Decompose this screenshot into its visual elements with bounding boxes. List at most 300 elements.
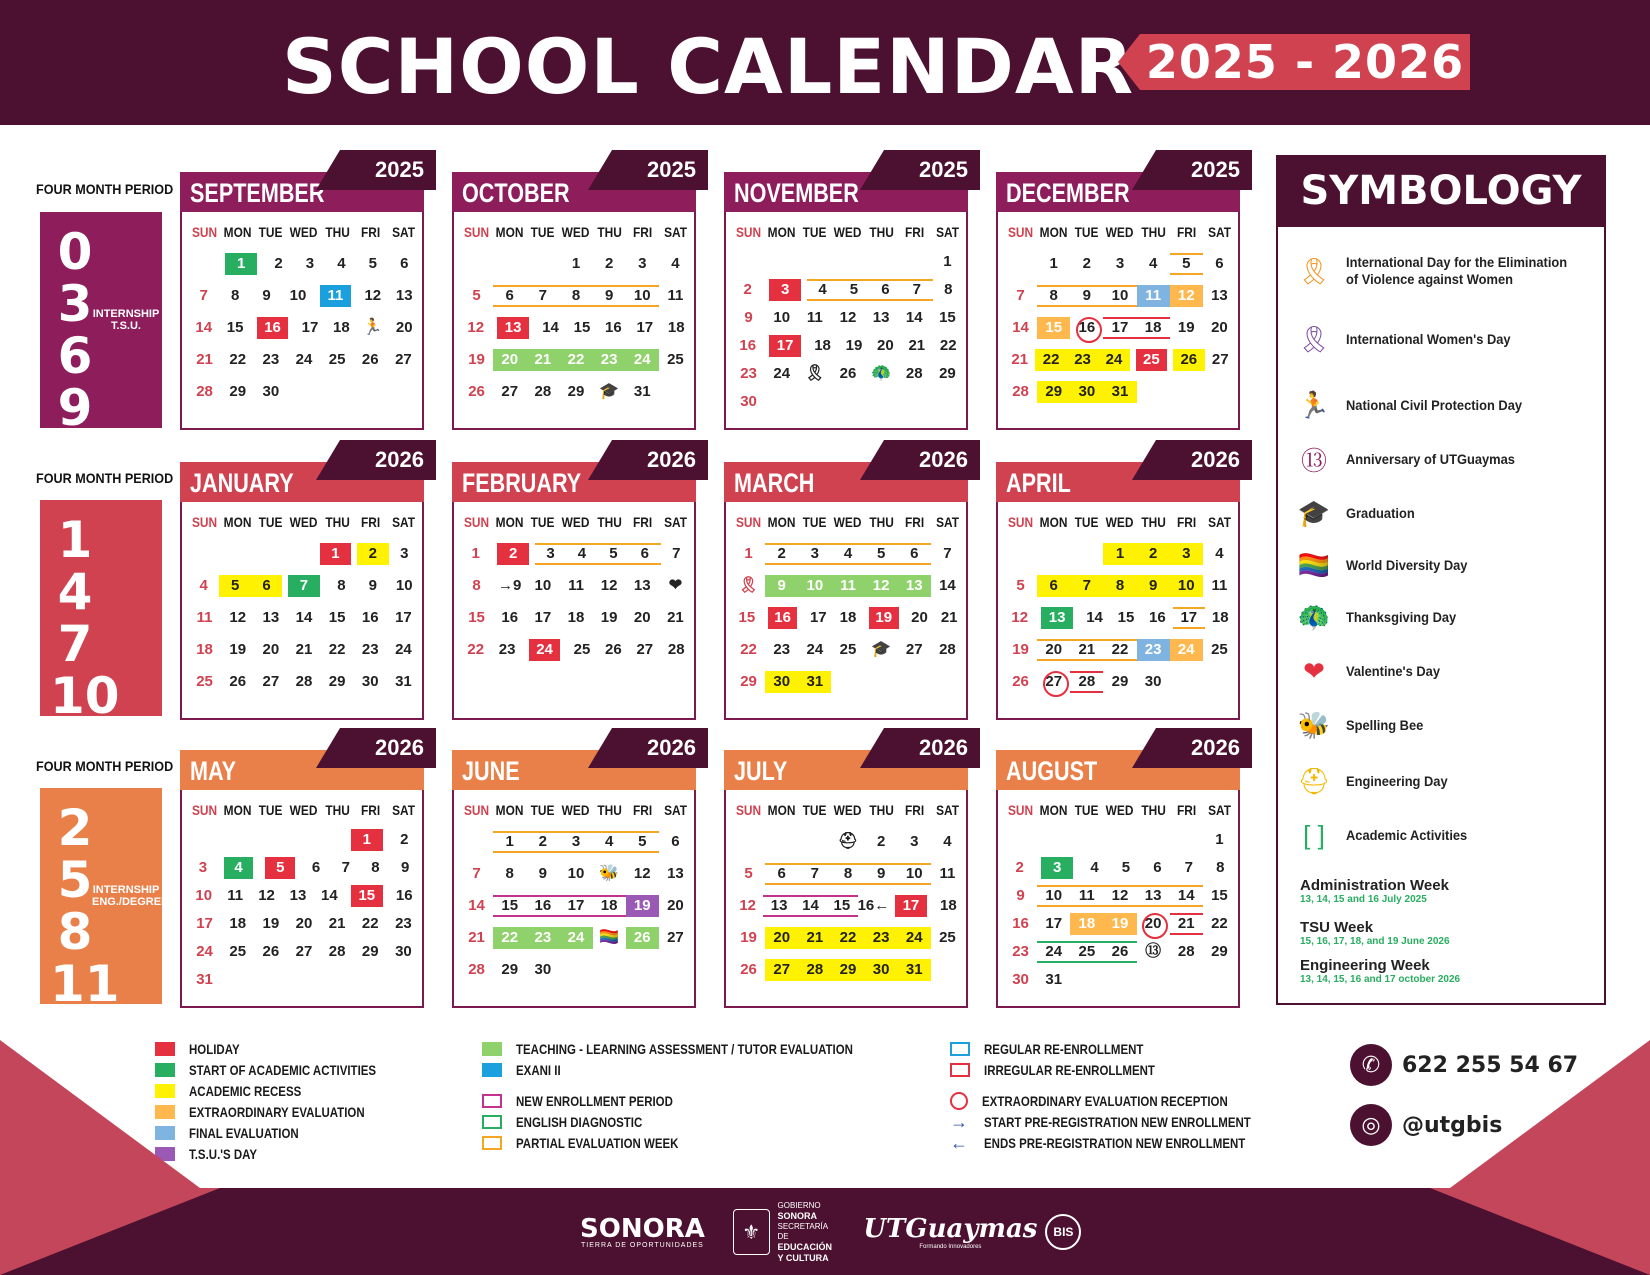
month-calendar-october <box>452 157 696 430</box>
week-row <box>732 666 964 698</box>
period-month-number: 1 <box>57 511 93 569</box>
day-cell: 30 <box>765 671 798 693</box>
day-cell: 22 <box>493 927 526 949</box>
day-cell <box>798 391 831 413</box>
day-cell: 24 <box>559 927 592 949</box>
day-cell: 13 <box>763 895 794 917</box>
day-cell: 6 <box>1037 575 1070 597</box>
special-week-title: Administration Week <box>1300 877 1449 894</box>
month-header <box>724 447 968 502</box>
day-cell: 12 <box>1170 285 1203 307</box>
weekday-header-row <box>732 514 964 530</box>
day-cell <box>898 251 931 273</box>
period-block <box>40 212 162 437</box>
day-cell: 21 <box>940 609 958 626</box>
month-name: SEPTEMBER <box>190 178 325 208</box>
day-cell: 23 <box>773 641 791 658</box>
weekday-label: THU <box>596 224 622 240</box>
event-icon: ⛑ <box>837 833 859 850</box>
day-cell: 7 <box>472 865 481 882</box>
day-cell: 15 <box>468 609 485 626</box>
day-cell: 10 <box>567 865 585 882</box>
weekday-label: SUN <box>463 514 490 530</box>
day-cell: 7 <box>901 279 932 301</box>
week-row <box>732 954 964 986</box>
day-cell: 18 <box>593 895 626 917</box>
day-cell: 31 <box>898 959 931 981</box>
day-cell: 29 <box>939 365 956 382</box>
month-name: MAY <box>190 756 237 786</box>
day-cell <box>765 831 798 853</box>
day-cell: 10 <box>1037 885 1070 907</box>
day-cell: 12 <box>229 609 247 626</box>
legend-label: TEACHING - LEARNING ASSESSMENT / TUTOR EVALUATION <box>516 1040 853 1057</box>
weekday-label: MON <box>495 224 524 240</box>
day-cell: 4 <box>807 279 838 301</box>
day-cell <box>593 863 626 885</box>
day-cell: 31 <box>1045 971 1063 988</box>
day-cell: 1 <box>943 253 952 270</box>
day-grid <box>732 538 964 698</box>
day-cell: 14 <box>1170 885 1203 907</box>
day-cell: 5 <box>1170 253 1203 275</box>
weekday-label: TUE <box>1074 514 1099 530</box>
day-cell: 11 <box>667 287 684 304</box>
day-cell: 4 <box>1090 859 1099 876</box>
special-week-title: Engineering Week <box>1300 957 1430 974</box>
day-cell: 9 <box>1016 887 1025 904</box>
weekday-header-row <box>460 224 692 240</box>
day-cell <box>831 251 864 273</box>
day-cell: 8 <box>1216 859 1225 876</box>
day-cell: 4 <box>1215 545 1224 562</box>
day-cell: 12 <box>600 577 618 594</box>
day-cell <box>1170 969 1203 991</box>
symbol-item <box>1294 249 1594 293</box>
weekday-header-row <box>732 802 964 818</box>
day-grid <box>1004 538 1236 698</box>
day-cell: 7 <box>1016 287 1025 304</box>
weekday-label: SAT <box>663 514 687 530</box>
day-cell: 9 <box>593 285 626 307</box>
legend-label: REGULAR RE-ENROLLMENT <box>984 1040 1144 1057</box>
event-icon: ⑬ <box>1145 943 1162 960</box>
day-cell: 16 <box>501 609 519 626</box>
day-cell <box>931 959 964 981</box>
day-cell: 12 <box>839 309 857 326</box>
day-cell: 30 <box>361 673 379 690</box>
month-header <box>452 157 696 212</box>
week-row <box>460 922 692 954</box>
day-cell: 27 <box>501 383 519 400</box>
day-cell <box>732 831 765 853</box>
day-cell: 24 <box>773 365 791 382</box>
day-cell: 22 <box>1103 639 1136 661</box>
day-cell <box>1137 829 1170 851</box>
government-text: GOBIERNO SONORA SECRETARÍA DE EDUCACIÓN Y CULTURA <box>777 1200 833 1263</box>
period-month-number: 2 <box>57 799 93 857</box>
day-cell: 25 <box>573 641 591 658</box>
month-name: NOVEMBER <box>734 178 859 208</box>
day-cell: 15 <box>826 895 857 917</box>
symbol-item <box>1294 703 1594 747</box>
symbol-description: Valentine's Day <box>1346 662 1440 679</box>
day-cell: 1 <box>1215 831 1224 848</box>
month-calendar-march <box>724 447 968 720</box>
period-label: FOUR MONTH PERIOD <box>36 181 174 197</box>
day-cell: 15 <box>226 319 244 336</box>
day-cell: 1 <box>320 543 351 565</box>
week-row <box>460 858 692 890</box>
day-cell: 18 <box>1137 317 1170 339</box>
day-cell: 16 <box>526 895 559 917</box>
day-cell: 15 <box>1117 609 1135 626</box>
day-cell: 3 <box>305 255 315 272</box>
week-row <box>732 276 964 304</box>
day-cell: 16 <box>361 609 379 626</box>
week-row <box>1004 602 1236 634</box>
week-row <box>188 666 420 698</box>
period-month-number: 8 <box>57 903 93 961</box>
weekday-label: MON <box>767 514 796 530</box>
weekday-label: FRI <box>1176 802 1196 818</box>
day-cell: 25 <box>1136 349 1167 371</box>
day-cell <box>898 671 931 693</box>
weekday-label: TUE <box>802 802 827 818</box>
month-header <box>996 157 1240 212</box>
weekday-label: TUE <box>258 514 283 530</box>
day-cell: 30 <box>1144 673 1162 690</box>
day-cell: 8 <box>505 865 514 882</box>
day-cell: 13 <box>1041 607 1072 629</box>
weekday-label: TUE <box>258 802 283 818</box>
week-row <box>188 602 420 634</box>
month-year: 2026 <box>884 728 980 768</box>
day-cell: 2 <box>743 281 752 298</box>
week-row <box>732 570 964 602</box>
month-calendar-july <box>724 735 968 1008</box>
weekday-label: THU <box>868 802 894 818</box>
day-cell: 22 <box>467 641 485 658</box>
day-cell: 2 <box>1137 543 1170 565</box>
utguaymas-logo <box>863 1214 1081 1250</box>
day-cell: 18 <box>939 897 957 914</box>
day-cell: 21 <box>1170 913 1203 935</box>
event-icon: 🏃 <box>362 319 383 336</box>
week-row <box>1004 376 1236 408</box>
day-cell: 3 <box>400 545 409 562</box>
day-cell: 28 <box>295 673 313 690</box>
weekday-label: TUE <box>530 802 555 818</box>
orange-ribbon-icon: 🎗 <box>1297 255 1331 286</box>
day-cell: 19 <box>1103 913 1136 935</box>
day-cell: 10 <box>395 577 413 594</box>
day-cell: 9 <box>865 863 898 885</box>
weekday-label: WED <box>1106 514 1134 530</box>
weekday-label: SUN <box>463 224 490 240</box>
day-cell: 13 <box>1211 287 1228 304</box>
day-cell: 1 <box>1049 255 1058 272</box>
day-cell: 29 <box>1037 381 1070 403</box>
day-cell: 29 <box>229 383 247 400</box>
day-cell: 4 <box>566 543 597 565</box>
day-cell: 19 <box>229 641 247 658</box>
graduation-cap-icon: 🎓 <box>1297 497 1331 528</box>
day-cell: 8 <box>944 281 953 298</box>
day-cell: 17 <box>895 895 926 917</box>
day-cell: 3 <box>769 279 800 301</box>
month-year: 2025 <box>340 150 436 190</box>
day-cell: 6 <box>629 543 660 565</box>
week-row <box>188 280 420 312</box>
day-grid <box>188 826 420 994</box>
legend-item <box>950 1059 1309 1080</box>
day-cell: 17 <box>809 609 827 626</box>
month-name: JUNE <box>462 756 520 786</box>
day-cell: 29 <box>1111 673 1129 690</box>
day-cell: 22 <box>229 351 247 368</box>
day-cell: 8 <box>472 577 481 594</box>
day-cell <box>287 969 320 991</box>
day-cell: 4 <box>831 543 864 565</box>
day-cell <box>221 969 254 991</box>
weekday-header-row <box>188 514 420 530</box>
day-cell: 22 <box>831 927 864 949</box>
weekday-label: SAT <box>663 802 687 818</box>
weekday-label: SUN <box>735 224 762 240</box>
day-cell: 22 <box>1035 349 1066 371</box>
bis-seal: BIS <box>1045 1214 1081 1250</box>
footer-logos <box>580 1196 1080 1268</box>
day-cell: 6 <box>311 859 321 876</box>
day-cell: 19 <box>869 607 899 629</box>
day-grid <box>732 826 964 986</box>
day-cell: 26 <box>839 365 857 382</box>
day-cell: 25 <box>939 929 956 946</box>
legend-item <box>482 1111 927 1132</box>
weekday-label: TUE <box>802 224 827 240</box>
week-row <box>732 360 964 388</box>
day-cell: 8 <box>371 859 380 876</box>
month-calendar-september <box>180 157 424 430</box>
week-row <box>188 538 420 570</box>
day-cell: 4 <box>337 255 346 272</box>
day-cell <box>659 381 692 403</box>
day-cell <box>460 831 493 853</box>
period-month-number: 0 <box>57 223 93 281</box>
day-cell: 9 <box>1137 575 1170 597</box>
month-calendar-august <box>996 735 1240 1008</box>
legend-label: PARTIAL EVALUATION WEEK <box>516 1134 679 1151</box>
weekday-label: WED <box>290 224 318 240</box>
weekday-label: SAT <box>1207 802 1231 818</box>
day-grid <box>460 248 692 408</box>
day-cell: 21 <box>295 641 313 658</box>
day-cell: 16 <box>739 337 757 354</box>
day-cell: 25 <box>839 641 857 658</box>
day-cell: 11 <box>806 309 823 326</box>
weekday-label: THU <box>324 514 350 530</box>
day-cell: 4 <box>1148 255 1158 272</box>
month-name: OCTOBER <box>462 178 570 208</box>
day-cell: 26 <box>262 943 280 960</box>
day-cell: 30 <box>395 943 412 960</box>
weekday-label: TUE <box>530 514 555 530</box>
hard-hat-icon: ⛑ <box>1297 765 1331 796</box>
day-cell: 28 <box>468 961 485 978</box>
day-cell: 29 <box>567 383 585 400</box>
day-cell: 27 <box>1037 671 1070 693</box>
day-cell: 7 <box>1184 859 1193 876</box>
day-grid <box>1004 826 1236 994</box>
day-cell <box>831 671 864 693</box>
month-name: APRIL <box>1006 468 1071 498</box>
day-cell: 14 <box>195 319 213 336</box>
event-icon: 🏳️‍🌈 <box>599 929 620 946</box>
day-cell: 20 <box>877 337 894 354</box>
day-cell: 23 <box>1067 349 1098 371</box>
day-cell: 1 <box>571 255 581 272</box>
day-cell: 25 <box>1211 641 1228 658</box>
day-cell: 16 <box>395 887 413 904</box>
day-cell: 28 <box>328 943 346 960</box>
legend-item <box>482 1132 927 1153</box>
day-cell <box>282 543 313 565</box>
day-cell: 22 <box>328 641 346 658</box>
symbol-description: Thanksgiving Day <box>1346 608 1457 625</box>
day-cell: 3 <box>798 543 831 565</box>
week-row <box>188 938 420 966</box>
week-row <box>732 248 964 276</box>
week-row <box>1004 634 1236 666</box>
week-row <box>1004 570 1236 602</box>
whatsapp-icon: ✆ <box>1350 1044 1392 1086</box>
day-cell: 14 <box>321 887 338 904</box>
day-cell: 12 <box>1011 609 1029 626</box>
month-name: DECEMBER <box>1006 178 1130 208</box>
week-row <box>1004 854 1236 882</box>
week-row <box>460 312 692 344</box>
day-cell: 3 <box>1170 543 1203 565</box>
day-cell: 18 <box>839 609 857 626</box>
day-cell: 17 <box>1173 607 1204 629</box>
legend-label: ACADEMIC RECESS <box>189 1082 302 1099</box>
day-cell: 3 <box>559 831 592 853</box>
day-cell: 26 <box>626 927 659 949</box>
day-cell: 15 <box>573 319 591 336</box>
week-row <box>460 248 692 280</box>
day-cell: 10 <box>195 887 213 904</box>
day-cell <box>898 391 931 413</box>
day-cell: 10 <box>1170 575 1203 597</box>
day-cell: 6 <box>400 255 409 272</box>
legend-label: HOLIDAY <box>189 1040 240 1057</box>
day-cell: 15 <box>1037 317 1070 339</box>
weekday-label: SAT <box>935 514 959 530</box>
weekday-label: TUE <box>258 224 283 240</box>
weekday-label: MON <box>1039 224 1068 240</box>
weekday-label: THU <box>868 514 894 530</box>
weekday-label: TUE <box>1074 224 1099 240</box>
day-cell <box>626 959 659 981</box>
day-cell <box>354 969 387 991</box>
day-cell: 30 <box>534 961 552 978</box>
weekday-label: FRI <box>360 802 380 818</box>
day-cell <box>931 391 964 413</box>
day-cell: 23 <box>498 641 516 658</box>
day-cell: 24 <box>529 639 560 661</box>
weekday-label: MON <box>495 802 524 818</box>
day-cell <box>493 253 526 275</box>
week-row <box>1004 966 1236 994</box>
day-cell <box>357 317 388 339</box>
day-cell: 10 <box>798 575 831 597</box>
day-cell: 5 <box>1121 859 1131 876</box>
day-cell <box>732 575 765 597</box>
weekday-label: THU <box>1140 802 1166 818</box>
week-row <box>460 570 692 602</box>
period-label: FOUR MONTH PERIOD <box>36 470 174 486</box>
day-cell: 30 <box>262 383 280 400</box>
period-month-number: 11 <box>50 955 120 1013</box>
day-cell: 20 <box>911 609 928 626</box>
period-month-number: 7 <box>57 615 93 673</box>
weekday-label: WED <box>562 514 590 530</box>
day-cell: 6 <box>251 575 282 597</box>
symbol-item <box>1294 491 1594 535</box>
day-cell: 28 <box>1012 383 1029 400</box>
weekday-header-row <box>1004 514 1236 530</box>
weekday-label: MON <box>223 514 252 530</box>
month-year: 2026 <box>884 440 980 480</box>
day-cell: 21 <box>1011 351 1029 368</box>
symbol-description: World Diversity Day <box>1346 556 1468 573</box>
week-row <box>1004 826 1236 854</box>
day-cell: 12 <box>739 897 757 914</box>
day-cell: 12 <box>865 575 898 597</box>
day-cell: 19 <box>468 351 485 368</box>
day-cell <box>1103 969 1136 991</box>
day-cell: 20 <box>493 349 526 371</box>
day-cell: 26 <box>1103 941 1136 963</box>
legend-item <box>950 1090 1309 1111</box>
day-cell: 7 <box>199 287 208 304</box>
legend-item <box>482 1059 927 1080</box>
day-cell: 23 <box>395 915 412 932</box>
weekday-label: THU <box>324 802 350 818</box>
month-name: MARCH <box>734 468 815 498</box>
period-month-number: 4 <box>57 563 93 621</box>
weekday-label: FRI <box>904 224 924 240</box>
week-row <box>1004 538 1236 570</box>
month-year: 2026 <box>340 728 436 768</box>
day-cell: 17 <box>559 895 592 917</box>
day-cell: 4 <box>199 577 208 594</box>
symbology-title: SYMBOLOGY <box>1276 155 1606 227</box>
day-cell <box>798 363 831 385</box>
day-cell: 14 <box>542 319 559 336</box>
day-cell: 4 <box>224 857 254 879</box>
day-cell <box>1070 829 1103 851</box>
week-row <box>188 854 420 882</box>
day-cell: 10 <box>289 287 307 304</box>
day-cell: 2 <box>400 831 409 848</box>
day-cell: 24 <box>196 943 213 960</box>
day-grid <box>188 248 420 408</box>
day-cell: 8 <box>1037 285 1070 307</box>
week-row <box>732 922 964 954</box>
day-cell: 21 <box>908 337 926 354</box>
